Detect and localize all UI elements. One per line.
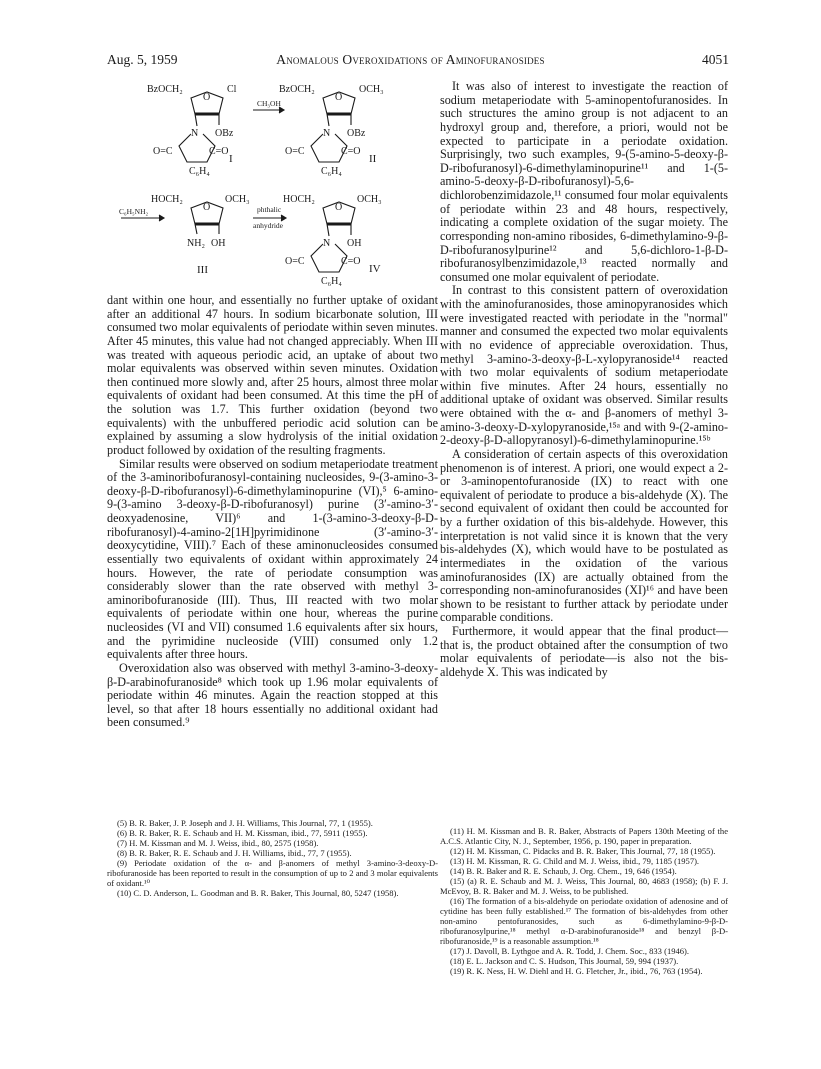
right-column-body [440, 80, 728, 680]
ring-oxygen-label: O [203, 202, 211, 213]
substituent-label: OCH₃ [357, 194, 382, 205]
compound-number-ii: II [369, 153, 377, 165]
substituent-label: HOCH₂ [283, 194, 315, 205]
substituent-label: HOCH₂ [151, 194, 183, 205]
substituent-label: BzOCH₂ [279, 84, 315, 95]
ring-oxygen-label: O [335, 202, 343, 213]
footnote: (10) C. D. Anderson, L. Goodman and B. R. Baker, This Journal, 80, 5247 (1958). [117, 888, 399, 898]
footnote: (7) H. M. Kissman and M. J. Weiss, ibid., 80, 2575 (1958). [117, 838, 319, 848]
compound-number-iv: IV [369, 263, 381, 275]
footnote: (5) B. R. Baker, J. P. Joseph and J. H. Williams, This Journal, 77, 1 (1955). [117, 818, 373, 828]
substituent-label: Cl [227, 84, 237, 95]
paragraph: In contrast to this consistent pattern of overoxidation with the aminofuranosides, those aminopyranosides which were investigated reacted with periodate in the "normal" manner and consumed the expected two molar equivalents with no evidence of appreciable overoxidation. Thus, methyl 3-amino-3-deoxy-β-L-xylopyranoside¹⁴ reacted with two molar equivalents of sodium metaperiodate within five minutes. After 24 hours, essentially no additional uptake of oxidant was observed. Similar results were obtained with the α- and β-anomers of methyl 3-amino-3-deoxy-D-xylopyranoside,¹⁵ᵃ and with 9-(2-amino-2-deoxy-β-D-allopyranosyl)-6-dimethylaminopurine.¹⁵ᵇ [440, 283, 728, 448]
substituent-label: OBz [347, 128, 366, 139]
footnote: (14) B. R. Baker and R. E. Schaub, J. Org. Chem., 19, 646 (1954). [450, 866, 677, 876]
running-header-date: Aug. 5, 1959 [107, 52, 178, 67]
paragraph: A consideration of certain aspects of this overoxidation phenomenon is of interest. A priori, one would expect a 2- or 3-aminopentofuranoside (IX) to react with one equivalent of periodate to produce a bis-aldehyde (X). The second equivalent of oxidant then could be accounted for by a further oxidation of this bis-aldehyde. However, this interpretation is not valid since it is known that the very bis-aldehydes (X), which would have to be postulated as intermediates in the oxidation of the various aminofuranosides (IX) are actually obtained from the corresponding non-aminofuranosides (XI)¹⁶ and have been shown to be resistant to further attack by periodate under comparable conditions. [440, 446, 728, 625]
nitrogen-label: N [323, 128, 331, 139]
right-footnotes [440, 826, 728, 976]
ring-oxygen-label: O [335, 92, 343, 103]
carbonyl-label: C=O [209, 146, 229, 157]
ring-oxygen-label: O [203, 92, 211, 103]
footnote: (12) H. M. Kissman, C. Pidacks and B. R. Baker, This Journal, 77, 18 (1955). [450, 846, 716, 856]
substituent-label: OCH₃ [359, 84, 384, 95]
substituent-label: BzOCH₂ [147, 84, 183, 95]
paragraph: It was also of interest to investigate the reaction of sodium metaperiodate with 5-aminopentofuranosides. In such structures the amino group is not adjacent to an hydroxyl group and, therefore, a priori, would not be expected to participate in a periodate oxidation. Surprisingly, two such examples, 9-(5-amino-5-deoxy-β-D-ribofuranosyl)-6-dimethylaminopurine¹¹ and 1-(5-amino-5-deoxy-β-D-ribofuranosyl)-5,6-dichlorobenzimidazole,¹¹ consumed four molar equivalents of periodate within 23 and 48 hours, respectively, indicating a complete oxidation of the sugar moiety. The corresponding non-amino ribosides, 6-dimethylamino-9-β-D-ribofuranosylpurine¹² and 5,6-dichloro-1-β-D-ribofuranosylbenzimidazole,¹³ reacted normally and consumed one molar equivalent of periodate. [440, 79, 728, 284]
substituent-label: OCH₃ [225, 194, 250, 205]
paragraph: Similar results were observed on sodium metaperiodate treatment of the 3-aminoribofuranosyl-containing nucleosides, 9-(3-amino-3-deoxy-β-D-ribofuranosyl)-6-dimethylaminopurine (VI),⁵ 6-amino-9-(3-amino 3-deoxy-β-D-ribofuranosyl) purine (3′-amino-3′-deoxyadenosine, VII)⁶ and 1-(3-amino-3-deoxy-β-D-ribofuranosyl)-4-amino-2[1H]pyrimidinone (3′-amino-3′-deoxycytidine, VIII).⁷ Each of these aminonucleosides consumed essentially two equivalents of oxidant within approximately 24 hours. However, the rate of periodate consumption was considerably slower than the rate observed with methyl 3-aminoribofuranoside (III). Thus, III reacted with two molar equivalents of periodate within one hour, whereas the purine nucleosides (VI and VII) consumed 1.6 equivalents after six hours, and the pyrimidine nucleoside (VIII) consumed only 1.2 equivalents after three hours. [107, 456, 438, 662]
carbonyl-label: O=C [285, 146, 305, 157]
footnote: (6) B. R. Baker, R. E. Schaub and H. M. Kissman, ibid., 77, 5911 (1955). [117, 828, 368, 838]
footnote: (15) (a) R. E. Schaub and M. J. Weiss, This Journal, 80, 4683 (1958); (b) F. J. McEvoy, B. R. Baker and M. J. Weiss, to be published. [440, 876, 728, 896]
reagent-label: phthalic [257, 205, 282, 214]
paragraph: dant within one hour, and essentially no further uptake of oxidant after an additional 47 hours. In sodium bicarbonate solution, III consumed two molar equivalents of periodate within seven minutes. After 45 minutes, this value had not changed appreciably. When III was treated with aqueous periodic acid, an uptake of about two molar equivalents was observed within seven minutes. Oxidation then continued more slowly and, after 25 hours, almost three molar equivalents of oxidant had been consumed. At this time the pH of the solution was 1.7. This further oxidation (beyond two equivalents) with the unbuffered periodic acid solution can be explained by assuming a slow hydrolysis of the initial oxidation product followed by oxidation of the resulting fragments. [107, 293, 438, 457]
reagent-label: CH₃OH [257, 99, 281, 108]
footnote: (17) J. Davoll, B. Lythgoe and A. R. Todd, J. Chem. Soc., 833 (1946). [450, 946, 690, 956]
carbonyl-label: O=C [153, 146, 173, 157]
footnote: (18) E. L. Jackson and C. S. Hudson, This Journal, 59, 994 (1937). [450, 956, 679, 966]
footnote: (19) R. K. Ness, H. W. Diehl and H. G. Fletcher, Jr., ibid., 76, 763 (1954). [450, 966, 703, 976]
compound-number-i: I [229, 153, 233, 165]
page-number: 4051 [702, 52, 729, 67]
footnote: (13) H. M. Kissman, R. G. Child and M. J. Weiss, ibid., 79, 1185 (1957). [450, 856, 700, 866]
carbonyl-label: O=C [285, 256, 305, 267]
reaction-scheme [107, 70, 438, 292]
nitrogen-label: N [191, 128, 199, 139]
hydroxyl-label: OH [347, 238, 362, 249]
phenylene-label: C₆H₄ [321, 276, 342, 287]
footnote: (16) The formation of a bis-aldehyde on periodate oxidation of adenosine and of cytidine has been fully established.¹⁷ The formation of bis-aldehydes from other non-amino pentofuranosides, such as 6-dimethylamino-9-β-D-ribofuranosylpurine,¹⁸ methyl α-D-arabinofuranoside¹⁸ and benzyl β-D-ribofuranoside,¹⁹ is a reasonable assumption.¹⁸ [440, 896, 728, 946]
left-column-body [107, 294, 438, 730]
carbonyl-label: C=O [341, 256, 361, 267]
phenylene-label: C₆H₄ [189, 166, 210, 177]
footnote: (11) H. M. Kissman and B. R. Baker, Abstracts of Papers 130th Meeting of the A.C.S. Atlantic City, N. J., September, 1956, p. 190, paper in preparation. [440, 826, 728, 846]
substituent-label: OBz [215, 128, 234, 139]
reagent-label: anhydride [253, 221, 283, 230]
nitrogen-label: N [323, 238, 331, 249]
hydroxyl-label: OH [211, 238, 226, 249]
amino-label: NH₂ [187, 238, 205, 249]
reagent-label: C₆H₅NH₂ [119, 207, 149, 216]
paragraph: Furthermore, it would appear that the final product—that is, the product obtained after the consumption of two molar equivalents of periodate—is also not the bis-aldehyde X. This was indicated by [440, 624, 728, 679]
footnote: (9) Periodate oxidation of the α- and β-anomers of methyl 3-amino-3-deoxy-D-ribofuranoside has been reported to result in the consumption of up to 2 and 3 molar equivalents of oxidant.¹⁰ [107, 858, 438, 888]
footnote: (8) B. R. Baker, R. E. Schaub and J. H. Williams, ibid., 77, 7 (1955). [117, 848, 352, 858]
running-header-title: Anomalous Overoxidations of Aminofuranosides [276, 52, 545, 67]
phenylene-label: C₆H₄ [321, 166, 342, 177]
left-footnotes [107, 818, 438, 898]
paragraph: Overoxidation also was observed with methyl 3-amino-3-deoxy-β-D-arabinofuranoside⁸ which took up 1.96 molar equivalents of periodate within 46 minutes. Again the reaction stopped at this level, so that after 18 hours essentially no additional oxidant had been consumed.⁹ [107, 660, 438, 730]
carbonyl-label: C=O [341, 146, 361, 157]
compound-number-iii: III [197, 264, 208, 276]
